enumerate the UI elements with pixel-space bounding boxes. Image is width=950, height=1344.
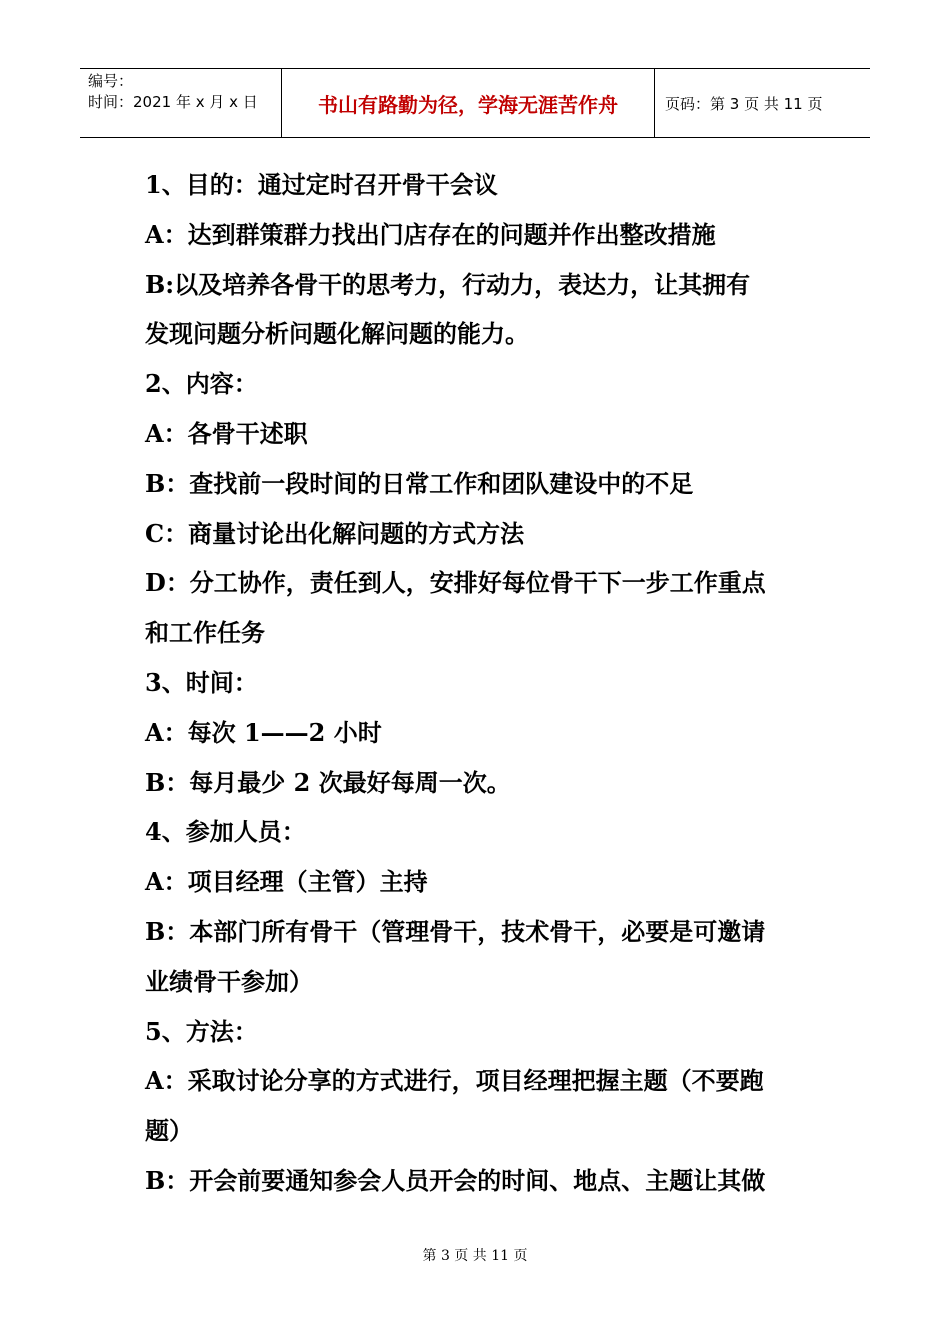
body-line: 题） — [145, 1116, 193, 1146]
body-line: 发现问题分析问题化解问题的能力。 — [145, 319, 529, 349]
body-line: B：本部门所有骨干（管理骨干，技术骨干，必要是可邀请 — [145, 916, 766, 946]
page-footer — [0, 1245, 950, 1265]
body-line: B：每月最少 2 次最好每周一次。 — [145, 767, 511, 797]
footer-page-number: 第 3 页 共 11 页 — [422, 1248, 528, 1264]
header-page-cell — [655, 69, 870, 137]
page-header — [80, 68, 870, 138]
body-line: A：采取讨论分享的方式进行，项目经理把握主题（不要跑 — [145, 1066, 764, 1096]
code-label: 编号： — [88, 72, 134, 90]
body-line: 2、内容： — [145, 369, 258, 399]
body-line: 业绩骨干参加） — [145, 966, 313, 996]
document-body — [145, 160, 810, 1206]
body-line: A：达到群策群力找出门店存在的问题并作出整改措施 — [145, 219, 716, 249]
header-meta-cell — [80, 69, 282, 137]
body-line: 和工作任务 — [145, 618, 265, 648]
body-line: B:以及培养各骨干的思考力，行动力，表达力，让其拥有 — [145, 269, 751, 299]
body-line: A：项目经理（主管）主持 — [145, 867, 428, 897]
header-motto-cell — [282, 69, 655, 137]
body-line: 5、方法： — [145, 1016, 258, 1046]
body-line: D：分工协作，责任到人，安排好每位骨干下一步工作重点 — [145, 568, 766, 598]
body-line: B：查找前一段时间的日常工作和团队建设中的不足 — [145, 468, 694, 498]
header-page-info: 页码：第 3 页 共 11 页 — [665, 94, 823, 113]
body-line: B：开会前要通知参会人员开会的时间、地点、主题让其做 — [145, 1165, 766, 1195]
motto-text: 书山有路勤为径，学海无涯苦作舟 — [318, 92, 618, 117]
body-line: C：商量讨论出化解问题的方式方法 — [145, 518, 525, 548]
date-label: 时间：2021 年 x 月 x 日 — [88, 93, 258, 111]
body-line: A：每次 1——2 小时 — [145, 717, 382, 747]
body-line: 1、目的：通过定时召开骨干会议 — [145, 170, 498, 199]
body-line: A：各骨干述职 — [145, 418, 308, 448]
body-line: 4、参加人员： — [145, 817, 306, 847]
body-line: 3、时间： — [145, 667, 258, 697]
